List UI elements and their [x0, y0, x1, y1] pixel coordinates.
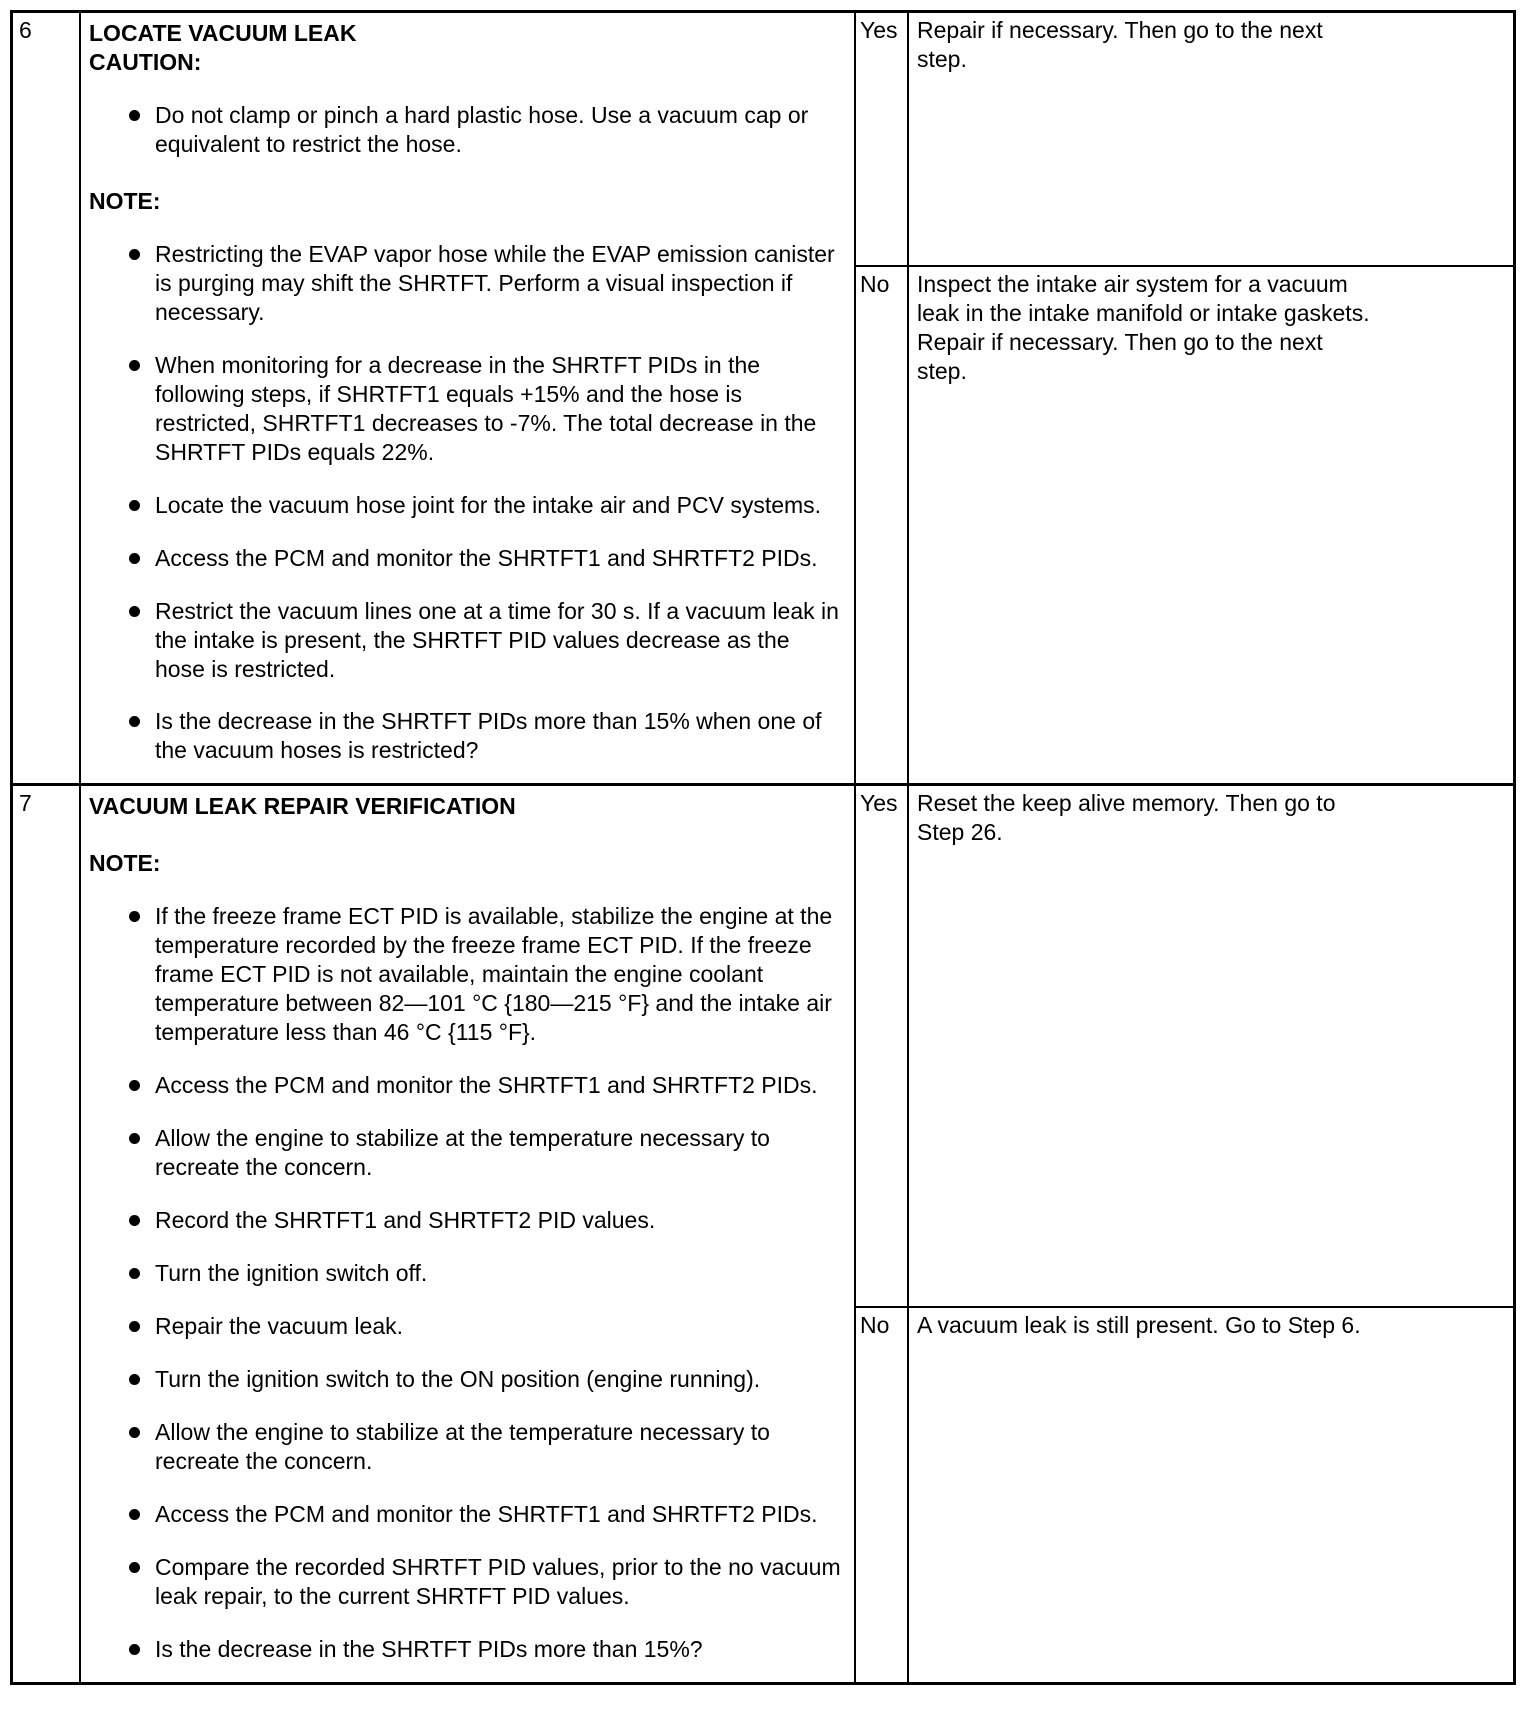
- bullet-text: Restrict the vacuum lines one at a time for 30 s. If a vacuum leak in the intake is present, the SHRTFT PID values decrease as the hose is restricted.: [155, 597, 839, 682]
- result-cell: [909, 13, 1513, 265]
- step-number: 7: [19, 790, 32, 817]
- step-number-cell: [13, 13, 81, 783]
- step-number: 6: [19, 17, 32, 43]
- bullet-item: [89, 1206, 844, 1235]
- section-heading: NOTE:: [89, 850, 161, 877]
- bullet-icon: [129, 1080, 140, 1091]
- step-number-cell: [13, 786, 81, 1681]
- bullet-text: Turn the ignition switch to the ON position (engine running).: [155, 1366, 761, 1392]
- bullet-item: [89, 597, 844, 684]
- answer-cell: [856, 13, 909, 265]
- result-cell: [909, 267, 1513, 783]
- section-heading: NOTE:: [89, 187, 161, 214]
- step-row: [13, 783, 1513, 1681]
- bullet-icon: [129, 1562, 140, 1573]
- result-text: A vacuum leak is still present. Go to Step 6.: [917, 1312, 1361, 1339]
- answer-label: No: [860, 1312, 890, 1339]
- bullet-item: [89, 902, 844, 1047]
- bullet-text: Access the PCM and monitor the SHRTFT1 and SHRTFT2 PIDs.: [155, 544, 818, 571]
- outcome-row: [856, 1306, 1513, 1681]
- bullet-item: [89, 1500, 844, 1529]
- step-title: VACUUM LEAK REPAIR VERIFICATION: [89, 793, 516, 820]
- bullet-text: Access the PCM and monitor the SHRTFT1 and SHRTFT2 PIDs.: [155, 1072, 818, 1099]
- bullet-text: Is the decrease in the SHRTFT PIDs more than 15%?: [155, 1635, 703, 1662]
- bullet-item: [89, 351, 844, 467]
- bullet-item: [89, 544, 844, 573]
- bullet-text: Turn the ignition switch off.: [155, 1260, 428, 1287]
- bullet-item: [89, 707, 844, 765]
- section: [89, 187, 844, 766]
- bullet-item: [89, 240, 844, 327]
- section: [89, 48, 844, 159]
- result-text: Reset the keep alive memory. Then go to Step 26.: [917, 790, 1336, 846]
- bullet-item: [89, 1553, 844, 1611]
- bullet-icon: [129, 360, 140, 371]
- bullet-text: Is the decrease in the SHRTFT PIDs more than 15% when one of the vacuum hoses is restricted?: [155, 708, 822, 764]
- step-row: [13, 13, 1513, 783]
- bullet-icon: [129, 1268, 140, 1279]
- bullet-item: [89, 1124, 844, 1182]
- bullet-text: Allow the engine to stabilize at the temperature necessary to recreate the concern.: [155, 1418, 770, 1474]
- action-cell: [81, 13, 856, 783]
- result-cell: [909, 1308, 1513, 1681]
- bullet-text: If the freeze frame ECT PID is available, stabilize the engine at the temperature recorded by the freeze frame ECT PID. If the freeze frame ECT PID is not available, maintain the engine coolant temperature between 82—101 °C {180—215 °F} and the intake air temperature less than 46 °C {115 °F}.: [155, 903, 833, 1046]
- bullet-item: [89, 1418, 844, 1476]
- section: [89, 849, 844, 1663]
- bullet-icon: [129, 1321, 140, 1332]
- outcomes-column: [856, 13, 1513, 783]
- bullet-icon: [129, 553, 140, 564]
- bullet-text: Compare the recorded SHRTFT PID values, prior to the no vacuum leak repair, to the current SHRTFT PID values.: [155, 1553, 841, 1609]
- bullet-item: [89, 1312, 844, 1341]
- bullet-text: Do not clamp or pinch a hard plastic hose. Use a vacuum cap or equivalent to restrict the hose.: [155, 101, 809, 157]
- bullet-item: [89, 1071, 844, 1100]
- step-title: LOCATE VACUUM LEAK: [89, 20, 357, 46]
- bullet-text: Record the SHRTFT1 and SHRTFT2 PID values.: [155, 1207, 656, 1234]
- bullet-text: Repair the vacuum leak.: [155, 1313, 404, 1340]
- bullet-text: Locate the vacuum hose joint for the intake air and PCV systems.: [155, 491, 822, 518]
- result-cell: [909, 786, 1513, 1306]
- bullet-icon: [129, 110, 140, 121]
- bullet-text: When monitoring for a decrease in the SHRTFT PIDs in the following steps, if SHRTFT1 equals +15% and the hose is restricted, SHRTFT1 decreases to -7%. The total decrease in the SHRTFT PIDs equals 22%.: [155, 351, 817, 465]
- bullet-icon: [129, 1509, 140, 1520]
- answer-label: Yes: [860, 790, 898, 817]
- result-text: Repair if necessary. Then go to the next step.: [917, 17, 1323, 72]
- bullet-item: [89, 1259, 844, 1288]
- answer-cell: [856, 1308, 909, 1681]
- bullet-text: Restricting the EVAP vapor hose while the EVAP emission canister is purging may shift the SHRTFT. Perform a visual inspection if necessary.: [155, 240, 835, 325]
- bullet-item: [89, 491, 844, 520]
- answer-label: No: [860, 271, 890, 297]
- diagnostic-table: [10, 10, 1516, 1685]
- action-cell: [81, 786, 856, 1681]
- bullet-icon: [129, 716, 140, 727]
- bullet-item: [89, 101, 844, 159]
- bullet-icon: [129, 1133, 140, 1144]
- bullet-icon: [129, 1427, 140, 1438]
- bullet-icon: [129, 1644, 140, 1655]
- outcome-row: [856, 786, 1513, 1306]
- outcomes-column: [856, 786, 1513, 1681]
- bullet-icon: [129, 249, 140, 260]
- answer-cell: [856, 786, 909, 1306]
- bullet-item: [89, 1365, 844, 1394]
- bullet-text: Allow the engine to stabilize at the temperature necessary to recreate the concern.: [155, 1125, 770, 1181]
- bullet-icon: [129, 1215, 140, 1226]
- answer-label: Yes: [860, 17, 898, 43]
- bullet-icon: [129, 1374, 140, 1385]
- bullet-icon: [129, 606, 140, 617]
- bullet-icon: [129, 911, 140, 922]
- answer-cell: [856, 267, 909, 783]
- bullet-icon: [129, 500, 140, 511]
- outcome-row: [856, 13, 1513, 265]
- section-heading: CAUTION:: [89, 48, 202, 75]
- bullet-item: [89, 1635, 844, 1664]
- bullet-text: Access the PCM and monitor the SHRTFT1 and SHRTFT2 PIDs.: [155, 1500, 818, 1527]
- outcome-row: [856, 265, 1513, 783]
- result-text: Inspect the intake air system for a vacuum leak in the intake manifold or intake gaskets. Repair if necessary. Then go to the next step.: [917, 271, 1370, 384]
